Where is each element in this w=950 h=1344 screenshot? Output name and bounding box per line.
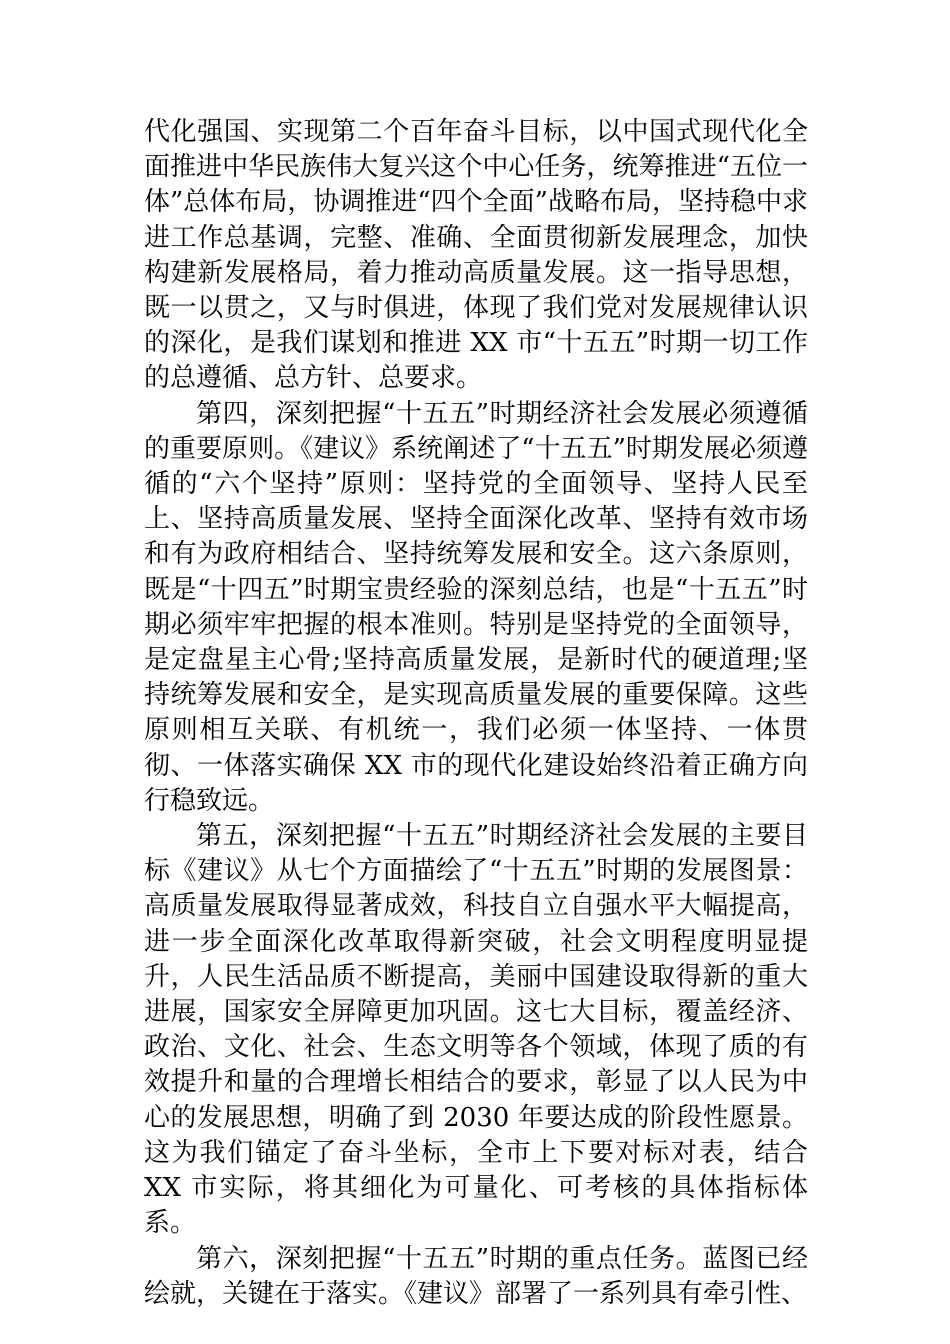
paragraph-sixth-tasks: 第六，深刻把握“十五五”时期的重点任务。蓝图已经绘就，关键在于落实。《建议》部署了一系列具有牵引性、 xyxy=(144,1243,808,1309)
paragraph-fourth-principles: 第四，深刻把握“十五五”时期经济社会发展必须遵循的重要原则。《建议》系统阐述了“十五五”时期发展必须遵循的“六个坚持”原则：坚持党的全面领导、坚持人民至上、坚持高质量发展、坚持全面深化改革、坚持有效市场和有为政府相结合、坚持统筹发展和安全。这六条原则，既是“十四五”时期宝贵经验的深刻总结，也是“十五五”时期必须牢牢把握的根本准则。特别是坚持党的全面领导，是定盘星主心骨;坚持高质量发展，是新时代的硬道理;坚持统筹发展和安全，是实现高质量发展的重要保障。这些原则相互关联、有机统一，我们必须一体坚持、一体贯彻、一体落实确保 XX 市的现代化建设始终沿着正确方向行稳致远。 xyxy=(144,398,808,816)
document-body xyxy=(144,115,808,1312)
paragraph-guiding-thought: 代化强国、实现第二个百年奋斗目标，以中国式现代化全面推进中华民族伟大复兴这个中心任务，统筹推进“五位一体”总体布局，协调推进“四个全面”战略布局，坚持稳中求进工作总基调，完整、准确、全面贯彻新发展理念，加快构建新发展格局，着力推动高质量发展。这一指导思想，既一以贯之，又与时俱进，体现了我们党对发展规律认识的深化，是我们谋划和推进 XX 市“十五五”时期一切工作的总遵循、总方针、总要求。 xyxy=(144,117,808,394)
paragraph-fifth-goals: 第五，深刻把握“十五五”时期经济社会发展的主要目标《建议》从七个方面描绘了“十五五”时期的发展图景：高质量发展取得显著成效，科技自立自强水平大幅提高，进一步全面深化改革取得新突破，社会文明程度明显提升，人民生活品质不断提高，美丽中国建设取得新的重大进展，国家安全屏障更加巩固。这七大目标，覆盖经济、政治、文化、社会、生态文明等各个领域，体现了质的有效提升和量的合理增长相结合的要求，彰显了以人民为中心的发展思想，明确了到 2030 年要达成的阶段性愿景。这为我们锚定了奋斗坐标，全市上下要对标对表，结合 XX 市实际，将其细化为可量化、可考核的具体指标体系。 xyxy=(144,821,808,1239)
